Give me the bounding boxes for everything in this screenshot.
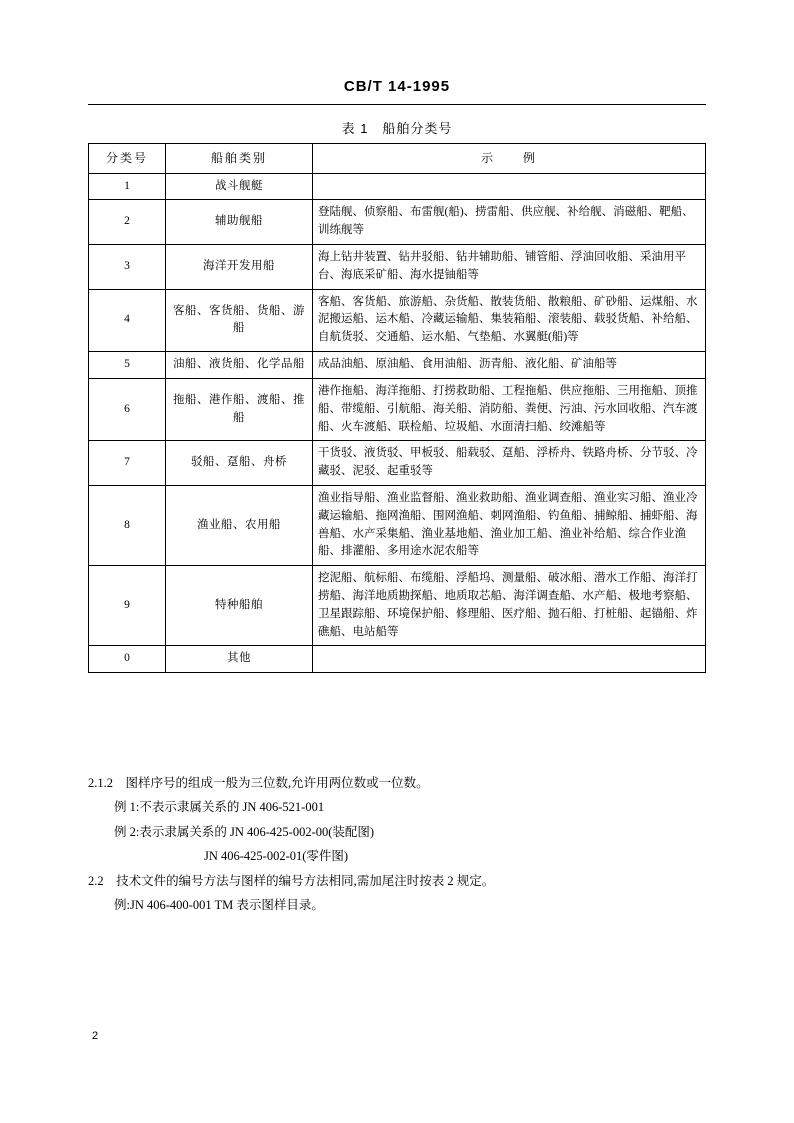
table-row: [89, 173, 706, 200]
cell-example: 海上钻井装置、钻井驳船、钻井辅助船、铺管船、浮油回收船、采油用平台、海底采矿船、海水提铀船等: [313, 245, 706, 290]
table-row: [89, 441, 706, 486]
cell-example: 渔业指导船、渔业监督船、渔业救助船、渔业调查船、渔业实习船、渔业冷藏运输船、拖网渔船、围网渔船、刺网渔船、钓鱼船、捕鲸船、捕虾船、海兽船、水产采集船、渔业基地船、渔业加工船、渔业补给船、综合作业渔船、排灌船、多用途水泥农船等: [313, 485, 706, 565]
header-divider: [88, 104, 706, 105]
clause-2-1-2-example-2: 例 2:表示隶属关系的 JN 406-425-002-00(装配图): [114, 824, 375, 839]
clause-2-2-example: 例:JN 406-400-001 TM 表示图样目录。: [114, 897, 324, 912]
cell-example: 干货驳、液货驳、甲板驳、船载驳、趸船、浮桥舟、铁路舟桥、分节驳、冷藏驳、泥驳、起重驳等: [313, 441, 706, 486]
cell-number: 8: [89, 485, 166, 565]
cell-number: 7: [89, 441, 166, 486]
cell-example: 挖泥船、航标船、布缆船、浮船坞、测量船、破冰船、潜水工作船、海洋打捞船、海洋地质勘探船、地质取芯船、海洋调查船、水产船、极地考察船、卫星跟踪船、环境保护船、修理船、医疗船、抛石船、打桩船、起锚船、炸礁船、电站船等: [313, 566, 706, 646]
table-row: [89, 200, 706, 245]
body-paragraphs: [88, 771, 728, 917]
cell-example: 港作拖船、海洋拖船、打捞救助船、工程拖船、供应拖船、三用拖船、顶推船、带缆船、引航船、海关船、消防船、粪便、污油、污水回收船、汽车渡船、火车渡船、联检船、垃圾船、水面清扫船、绞滩船等: [313, 378, 706, 440]
clause-2-2: 2.2 技术文件的编号方法与图样的编号方法相同,需加尾注时按表 2 规定。: [88, 873, 495, 888]
cell-number: 3: [89, 245, 166, 290]
cell-example: [313, 173, 706, 200]
ship-classification-table: [88, 143, 706, 673]
table-row: [89, 485, 706, 565]
cell-number: 1: [89, 173, 166, 200]
table-row: [89, 646, 706, 673]
cell-category: 驳船、趸船、舟桥: [166, 441, 313, 486]
cell-category: 特种船舶: [166, 566, 313, 646]
clause-2-1-2-example-2-continued: JN 406-425-002-01(零件图): [204, 849, 349, 864]
cell-category: 战斗舰艇: [166, 173, 313, 200]
table-row: [89, 289, 706, 351]
table-header-row: [89, 144, 706, 174]
clause-2-1-2-example-1: 例 1:不表示隶属关系的 JN 406-521-001: [114, 800, 325, 815]
page-number: 2: [92, 1030, 99, 1042]
cell-category: 客船、客货船、货船、游船: [166, 289, 313, 351]
cell-number: 0: [89, 646, 166, 673]
table-caption: 表 1 船舶分类号: [341, 121, 453, 136]
cell-example: [313, 646, 706, 673]
table-row: [89, 378, 706, 440]
cell-example: 客船、客货船、旅游船、杂货船、散装货船、散粮船、矿砂船、运煤船、水泥搬运船、运木船、冷藏运输船、集装箱船、滚装船、载驳货船、补给船、自航货驳、交通船、运水船、气垫船、水翼艇(船)等: [313, 289, 706, 351]
cell-example: 登陆舰、侦察船、布雷舰(船)、捞雷船、供应舰、补给舰、消磁船、靶船、训练舰等: [313, 200, 706, 245]
table-row: [89, 566, 706, 646]
cell-number: 5: [89, 352, 166, 379]
cell-category: 海洋开发用船: [166, 245, 313, 290]
table-row: [89, 352, 706, 379]
column-header-number: 分类号: [89, 144, 166, 174]
table-header: [89, 144, 706, 174]
cell-category: 渔业船、农用船: [166, 485, 313, 565]
cell-example: 成品油船、原油船、食用油船、沥青船、液化船、矿油船等: [313, 352, 706, 379]
column-header-category: 船舶类别: [166, 144, 313, 174]
cell-category: 辅助舰船: [166, 200, 313, 245]
table-body: [89, 173, 706, 673]
clause-2-1-2: 2.1.2 图样序号的组成一般为三位数,允许用两位数或一位数。: [88, 776, 429, 790]
table-row: [89, 245, 706, 290]
cell-number: 4: [89, 289, 166, 351]
cell-category: 拖船、港作船、渡船、推船: [166, 378, 313, 440]
cell-number: 9: [89, 566, 166, 646]
cell-category: 油船、液货船、化学品船: [166, 352, 313, 379]
cell-number: 2: [89, 200, 166, 245]
column-header-example: 示 例: [313, 144, 706, 174]
cell-number: 6: [89, 378, 166, 440]
page-header-standard-number: CB/T 14-1995: [343, 78, 451, 95]
cell-category: 其他: [166, 646, 313, 673]
